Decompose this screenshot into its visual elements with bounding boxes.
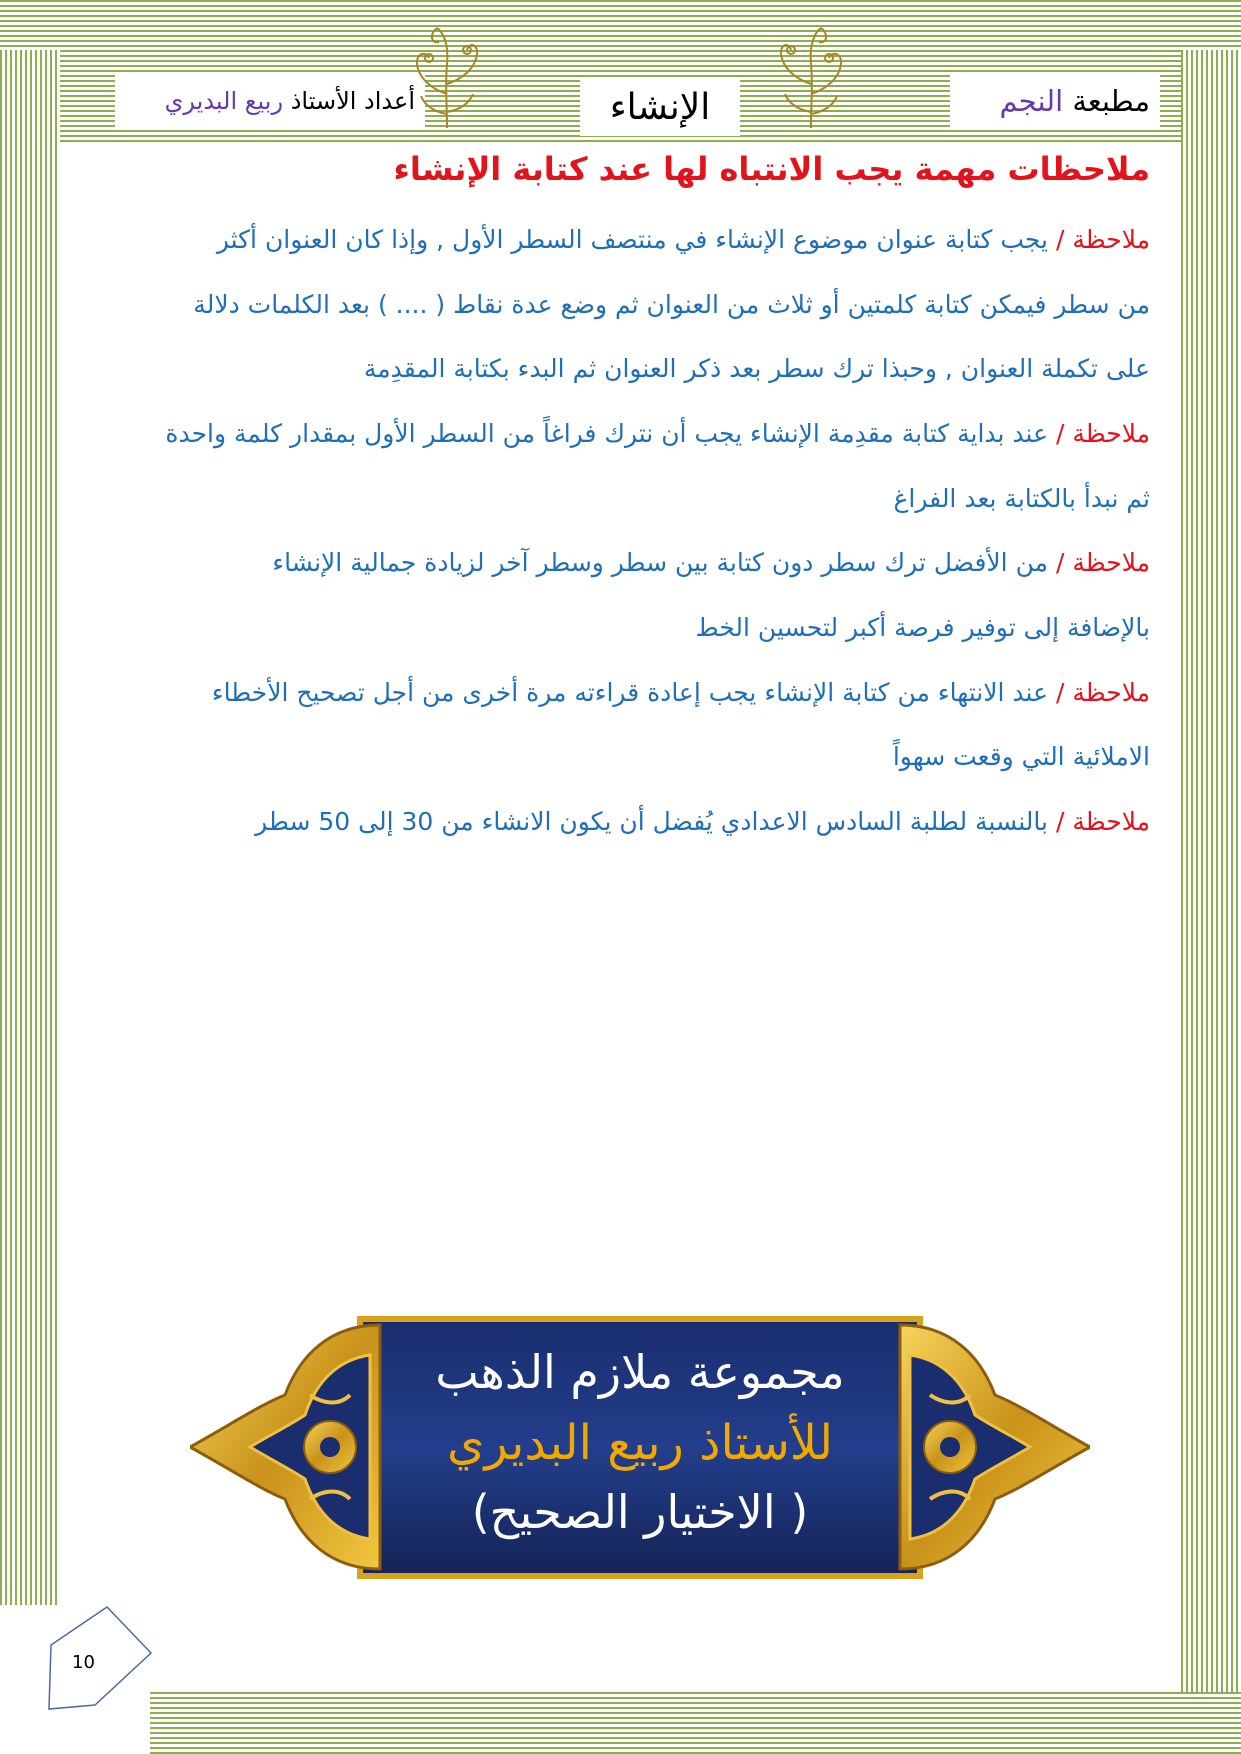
left-border-band — [0, 50, 60, 1605]
bottom-border-band — [150, 1692, 1241, 1754]
page-title-text: الإنشاء — [609, 86, 711, 128]
note-line-8 — [212, 678, 1150, 707]
note-text: بالنسبة لطلبة السادس الاعدادي يُفضل أن يكون الانشاء من 30 إلى 50 سطر — [255, 807, 1056, 836]
note-text: بالإضافة إلى توفير فرصة أكبر لتحسين الخط — [695, 613, 1150, 642]
note-label: ملاحظة / — [1055, 678, 1150, 707]
header-publisher — [950, 72, 1160, 130]
note-text: ثم نبدأ بالكتابة بعد الفراغ — [893, 484, 1150, 513]
series-banner — [190, 1305, 1090, 1590]
note-label: ملاحظة / — [1055, 419, 1150, 448]
right-border-band — [1181, 50, 1241, 1695]
banner-subtitle: (الاختيار الصحيح ) — [471, 1485, 809, 1539]
note-text: من الأفضل ترك سطر دون كتابة بين سطر وسطر آخر لزيادة جمالية الإنشاء — [272, 548, 1056, 577]
page-number: 10 — [72, 1652, 95, 1673]
page-title — [580, 78, 740, 136]
note-line-5 — [894, 484, 1150, 513]
banner-title: مجموعة ملازم الذهب — [435, 1345, 845, 1399]
note-line-10 — [255, 807, 1150, 836]
note-line-9 — [893, 742, 1150, 771]
banner-author: للأستاذ ربيع البديري — [446, 1415, 834, 1471]
author-name: ربيع البديري — [164, 87, 284, 115]
note-text: عند الانتهاء من كتابة الإنشاء يجب إعادة قراءته مرة أخرى من أجل تصحيح الأخطاء — [211, 678, 1056, 707]
note-line-1 — [217, 225, 1150, 254]
note-line-3 — [364, 354, 1150, 383]
note-text: الاملائية التي وقعت سهواً — [892, 742, 1150, 771]
note-text: من سطر فيمكن كتابة كلمتين أو ثلاث من العنوان ثم وضع عدة نقاط ( .... ) بعد الكلمات دلالة — [193, 290, 1150, 319]
note-text: يجب كتابة عنوان موضوع الإنشاء في منتصف السطر الأول , وإذا كان العنوان أكثر — [216, 225, 1056, 254]
floral-ornament-icon — [771, 24, 851, 130]
publisher-name: النجم — [999, 84, 1064, 118]
note-label: ملاحظة / — [1055, 548, 1150, 577]
note-line-6 — [272, 548, 1150, 577]
note-text: على تكملة العنوان , وحبذا ترك سطر بعد ذكر العنوان ثم البدء بكتابة المقدِمة — [363, 354, 1150, 383]
page-number-badge-icon — [45, 1605, 155, 1710]
publisher-prefix: مطبعة — [1072, 84, 1150, 118]
floral-ornament-icon — [407, 24, 487, 130]
author-prefix: أعداد الأستاذ — [290, 87, 415, 115]
note-label: ملاحظة / — [1055, 225, 1150, 254]
note-text: عند بداية كتابة مقدِمة الإنشاء يجب أن نترك فراغاً من السطر الأول بمقدار كلمة واحدة — [165, 419, 1056, 448]
note-label: ملاحظة / — [1055, 807, 1150, 836]
notes-section — [115, 142, 1150, 1302]
note-line-2 — [193, 290, 1150, 319]
note-line-7 — [696, 613, 1150, 642]
header-author — [115, 72, 425, 130]
note-line-4 — [165, 419, 1150, 448]
notes-heading: ملاحظات مهمة يجب الانتباه لها عند كتابة الإنشاء — [393, 150, 1150, 188]
